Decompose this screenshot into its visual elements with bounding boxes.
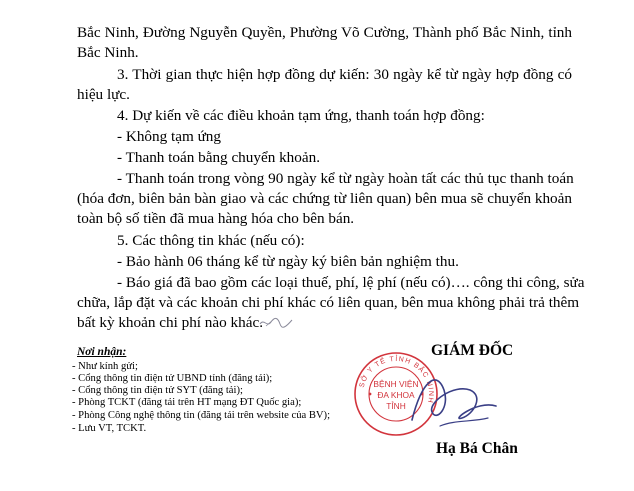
item-3-line-1: 3. Thời gian thực hiện hợp đồng dự kiến: 30 ngày kể từ ngày hợp đồng có	[117, 66, 572, 83]
recipient-item: - Phòng TCKT (đăng tải trên HT mạng ĐT Quốc gia);	[72, 397, 302, 408]
item-3-line-2: hiệu lực.	[77, 86, 130, 103]
signer-title: GIÁM ĐỐC	[431, 342, 514, 359]
item-5-quote-line-3: bất kỳ khoản chi phí nào khác.	[77, 314, 263, 331]
item-4-payment-line-3: toàn bộ số tiền đã mua hàng hóa cho bên bán.	[77, 210, 355, 227]
recipient-item: - Phòng Công nghệ thông tin (đăng tải trên website của BV);	[72, 410, 331, 421]
item-4-payment-line-1: - Thanh toán trong vòng 90 ngày kể từ ngày hoàn tất các thủ tục thanh toán	[117, 170, 574, 187]
recipients-title: Nơi nhận:	[77, 346, 127, 358]
item-5-quote-line-2: chữa, lắp đặt và các khoản chi phí khác có liên quan, bên mua không phải trả thêm	[77, 294, 580, 311]
item-4-no-advance: - Không tạm ứng	[117, 128, 221, 145]
recipient-item: - Như kính gửi;	[72, 361, 138, 372]
body-line-address: Bắc Ninh, Đường Nguyễn Quyền, Phường Võ Cường, Thành phố Bắc Ninh, tỉnh	[77, 24, 572, 41]
stamp-line-3: TỈNH	[386, 401, 406, 411]
initial-scribble-icon	[258, 314, 294, 330]
recipient-item: - Cổng thông tin điện tử UBND tỉnh (đăng tải);	[72, 373, 273, 384]
stamp-line-1: BỆNH VIỆN	[373, 379, 419, 389]
body-line-address-end: Bắc Ninh.	[77, 44, 139, 61]
item-4-payment-line-2: (hóa đơn, biên bản bàn giao và các chứng từ liên quan) bên mua sẽ chuyển khoản	[77, 190, 572, 207]
recipient-item: - Lưu VT, TCKT.	[72, 423, 147, 434]
stamp-line-2: ĐA KHOA	[377, 390, 415, 400]
item-4-bank-transfer: - Thanh toán bằng chuyển khoản.	[117, 149, 321, 166]
item-4-heading: 4. Dự kiến về các điều khoản tạm ứng, thanh toán hợp đồng:	[117, 107, 485, 124]
item-5-heading: 5. Các thông tin khác (nếu có):	[117, 232, 305, 249]
item-5-warranty: - Bảo hành 06 tháng kể từ ngày ký biên bản nghiệm thu.	[117, 253, 459, 270]
recipient-item: - Cổng thông tin điện tử SYT (đăng tải);	[72, 385, 243, 396]
item-5-quote-line-1: - Báo giá đã bao gồm các loại thuế, phí, lệ phí (nếu có)…. công thi công, sửa	[117, 274, 585, 291]
stamp-ring-text: SỞ Y TẾ TỈNH BẮC NINH	[358, 355, 435, 405]
handwritten-signature-icon	[392, 360, 512, 440]
signer-name: Hạ Bá Chân	[436, 440, 518, 457]
